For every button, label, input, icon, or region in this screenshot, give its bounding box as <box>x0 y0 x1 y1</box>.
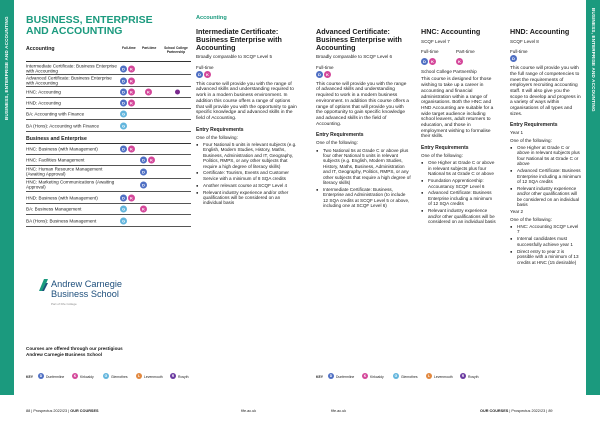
course-modes <box>421 49 497 57</box>
campus-g-icon: G <box>121 111 126 117</box>
campus-g-icon: G <box>104 374 108 378</box>
entry-req-list <box>316 148 411 209</box>
row-campus-marks <box>120 77 191 84</box>
footer-section-right: OUR COURSES <box>480 409 509 413</box>
entry-req-list <box>510 145 582 207</box>
col-full-time: Full-time <box>122 46 136 50</box>
list-item: ● Relevant industry experience and/or other qualifications will be considered on an individual basis <box>421 208 497 224</box>
key-item-label: Dunfermline <box>336 374 355 379</box>
year-2-label: Year 2 <box>510 209 524 215</box>
entry-req-list <box>196 142 298 206</box>
row-label: Advanced Certificate: Business Enterprise with Accounting <box>26 75 112 86</box>
course-scqf: SCQF Level 7 <box>421 38 450 44</box>
table-row <box>26 98 191 109</box>
campus-k-icon: K <box>324 71 331 78</box>
campus-l-icon: L <box>137 374 141 378</box>
footer-url-left[interactable]: fife.ac.uk <box>241 409 257 413</box>
table-heading: Accounting <box>26 46 55 52</box>
footer-prospectus-left: Prospectus 2022/23 <box>33 409 68 413</box>
table-row <box>26 204 191 215</box>
course-title: HNC: Accounting <box>421 27 481 36</box>
key-label: KEY <box>316 374 323 379</box>
row-label: BA: Business Management <box>26 206 82 212</box>
section-label: Accounting <box>196 15 227 21</box>
row-campus-marks <box>120 100 191 107</box>
list-item: ● Advanced Certificate: Business Enterprise including a minimum of 12 SQA credits <box>510 168 582 184</box>
row-campus-marks <box>120 157 191 164</box>
table-header <box>26 44 191 62</box>
col-partnership: School College Partnership <box>164 46 188 54</box>
logo-line1: Andrew Carnegie <box>51 279 122 289</box>
row-label: BA (Hons): Business Management <box>26 217 97 223</box>
logo-line2: Business School <box>51 289 119 299</box>
row-campus-marks <box>120 169 191 176</box>
row-campus-marks <box>120 89 191 96</box>
course-description: This course will provide you with the range of advanced skills and understanding required to work in a modern business environment. In addition this course offers a range of options that will provide you with the opportunity to gain specific knowledge and advanced skills in the field of Accounting. <box>316 81 409 127</box>
list-item: ● Intermediate Certificate: Business, Enterprise and Administration (to include 12 SQA credits at SCQF Level 5 or above, including one at SCQF Level 6) <box>316 187 411 209</box>
school-note: Courses are offered through our prestigious Andrew Carnegie Business School <box>26 346 123 357</box>
list-item: ● Direct entry to year 2 is possible with a minimum of 13 credits at HNC (15 desirable) <box>510 249 582 265</box>
entry-req-title: Entry Requirements <box>510 122 558 129</box>
course-mode: Full-time <box>316 64 334 70</box>
table-row <box>26 192 191 204</box>
footer-sep: | <box>68 409 70 413</box>
campus-d-icon: D <box>120 77 127 84</box>
list-item: ● Two National 5s at Grade C or above plus four other National 5 units in relevant subjects (e.g. English, Modern Studies, History, Maths, Business, Administration and IT, Geography, Politics, RMPS, or any other subjects that require a high degree of literacy skills) <box>316 148 411 186</box>
key-label: KEY <box>26 374 33 379</box>
campus-k-icon: K <box>128 146 135 153</box>
page-number-right: 89 <box>548 409 553 413</box>
key-item-label: Glenrothes <box>111 374 128 379</box>
campus-k-icon: K <box>363 374 367 378</box>
campus-g-icon: G <box>394 374 398 378</box>
key-item-label: Rosyth <box>468 374 479 379</box>
campus-d-icon: D <box>421 58 428 65</box>
table-row <box>26 215 191 227</box>
campus-k-icon: K <box>128 100 135 107</box>
campus-k-icon: K <box>128 65 135 72</box>
row-campus-marks <box>120 217 191 224</box>
course-title: Advanced Certificate: Business Enterprise with Accounting <box>316 27 402 52</box>
list-item: ● Foundation Apprenticeship: Accountancy SCQF Level 6 <box>421 178 497 189</box>
course-mode: Full-time <box>510 49 528 55</box>
campus-d-icon: D <box>329 374 333 378</box>
campus-l-icon: L <box>427 374 431 378</box>
row-label: HNC: Accounting <box>26 89 61 95</box>
campus-g-icon: G <box>121 218 126 223</box>
year-1-label: Year 1 <box>510 130 524 136</box>
list-item: ● Another relevant course at SCQF Level 4 <box>196 183 298 188</box>
campus-k-icon: K <box>204 71 211 78</box>
course-description: This course is designed for those wishing to take up a career in accounting and financial administration within a range of organisations. Both the HNC and HND Accounting are suitable for a wide target audience including school leavers, adult returners to education, and those in employment wishing to formalise their skills. <box>421 77 494 140</box>
course-intermediate <box>196 28 298 207</box>
campus-d-icon: D <box>39 374 43 378</box>
footer-prospectus-right: Prospectus 2022/23 <box>511 409 546 413</box>
page-title: BUSINESS, ENTERPRISE AND ACCOUNTING <box>26 14 153 37</box>
logo-wing-icon <box>38 278 49 292</box>
table-row <box>26 75 191 87</box>
course-title: Intermediate Certificate: Business Enterprise with Accounting <box>196 27 282 52</box>
col-part-time: Part-time <box>142 46 157 50</box>
key-item-label: Kirkcaldy <box>80 374 94 379</box>
right-sidebar <box>586 0 600 395</box>
row-campus-marks <box>120 206 191 213</box>
course-partnership: School College Partnership <box>421 69 477 75</box>
campus-d-icon: D <box>140 182 147 189</box>
course-title: HND: Accounting <box>510 27 570 36</box>
list-item: ● One Higher at Grade C or above in relevant subjects plus four National 5s at Grade C or above <box>510 145 582 167</box>
campus-key-right <box>316 373 486 381</box>
course-description: This course will provide you with the full range of competencies to meet the requirements of employers recruiting accounting staff. It will also give you the scope to develop and progress in a variety of ways within organisations of all types and sizes. <box>510 66 581 117</box>
key-item-label: Glenrothes <box>401 374 418 379</box>
table-row <box>26 109 191 120</box>
row-campus-marks <box>120 182 191 189</box>
campus-k-icon: K <box>140 206 147 213</box>
campus-d-icon: D <box>120 89 127 96</box>
footer-url-right[interactable]: fife.ac.uk <box>331 409 347 413</box>
row-label: HNC: Business (with Management) <box>26 146 98 152</box>
course-scqf: SCQF Level 8 <box>510 38 539 44</box>
row-label: HND: Accounting <box>26 100 61 106</box>
row-label: HNC: Human Resource Management (Awaiting Approval) <box>26 166 103 177</box>
row-label: HNC: Facilities Management <box>26 157 85 163</box>
table-row <box>26 120 191 132</box>
entry-req-intro: One of the following: <box>510 137 552 143</box>
course-campuses <box>316 71 411 79</box>
footer-section-left: OUR COURSES <box>70 409 99 413</box>
row-campus-marks <box>120 146 191 153</box>
table-row <box>26 155 191 166</box>
table-row <box>26 87 191 98</box>
campus-k-icon: K <box>73 374 77 378</box>
list-item: ● Certificate: Tourism, Events and Customer Service with a minimum of 8 SQA credits <box>196 170 298 181</box>
campus-d-icon: D <box>120 100 127 107</box>
footer-sep: | <box>546 409 548 413</box>
campus-d-icon: D <box>316 71 323 78</box>
campus-k-icon: K <box>128 89 135 96</box>
entry-req-intro: One of the following: <box>196 134 238 140</box>
row-label: Intermediate Certificate: Business Enterprise with Accounting <box>26 63 117 74</box>
row-label: HND: Business (with Management) <box>26 194 98 200</box>
campus-d-icon: D <box>120 194 127 201</box>
campus-k-icon: K <box>456 58 463 65</box>
entry-req-list-2 <box>510 224 582 265</box>
course-description: This course will provide you with the range of advanced skills and understanding required to work in a modern business environment. In addition this course offers a range of options that will provide you with the opportunity to gain specific knowledge and advanced skills in the field of Accounting. <box>196 81 297 121</box>
row-campus-marks <box>120 111 191 118</box>
campus-k-icon: K <box>429 58 436 65</box>
footer-left <box>26 409 99 413</box>
row-campus-marks <box>120 65 191 72</box>
list-item: ● Advanced Certificate: Business Enterprise including a minimum of 12 SQA credits <box>421 190 497 206</box>
footer-right <box>480 409 553 413</box>
entry-req-title: Entry Requirements <box>316 132 364 139</box>
campus-key-left <box>26 373 196 381</box>
campus-k-icon: K <box>148 157 155 164</box>
key-item-label: Levenmouth <box>144 374 163 379</box>
campus-r-icon: R <box>461 374 465 378</box>
key-item-label: Levenmouth <box>434 374 453 379</box>
campus-d-icon: D <box>510 55 517 62</box>
list-item: ● Relevant industry experience and/or other qualifications will be considered on an individual basis <box>510 186 582 208</box>
footer-sep: | <box>31 409 33 413</box>
table-row <box>26 179 191 192</box>
campus-d-icon: D <box>196 71 203 78</box>
table-row <box>26 166 191 179</box>
row-campus-marks <box>120 122 191 129</box>
course-scqf: Broadly comparable to SCQF Level 6 <box>316 54 393 60</box>
row-label: BA (Hons): Accounting with Finance <box>26 122 100 128</box>
course-scqf: Broadly comparable to SCQF Level 5 <box>196 54 273 60</box>
partnership-icon <box>175 90 180 95</box>
campus-d-icon: D <box>120 146 127 153</box>
course-advanced <box>316 28 411 210</box>
key-item-label: Kirkcaldy <box>370 374 384 379</box>
row-campus-marks <box>120 194 191 201</box>
course-campuses <box>421 58 497 66</box>
key-item-label: Dunfermline <box>46 374 65 379</box>
list-item: ● Relevant industry experience and/or other qualifications will be considered on an individual basis <box>196 190 298 206</box>
entry-req-intro: One of the following: <box>316 140 358 146</box>
campus-k-icon: K <box>128 77 135 84</box>
row-label: HNC: Marketing Communications (Awaiting Approval) <box>26 179 115 190</box>
logo-subtitle: Part of Fife College <box>51 302 77 306</box>
entry-req-title: Entry Requirements <box>196 126 244 133</box>
course-mode: Full-time <box>196 64 214 70</box>
list-item: ● Four National 5 units in relevant subjects (e.g. English, Modern Studies, History, Maths, Business, Administration and IT, Geography, Politics, RMPS, or any other subjects that require a high degree of literacy skills) <box>196 142 298 169</box>
course-mode-part: Part-time <box>456 49 475 55</box>
campus-g-icon: G <box>121 123 126 128</box>
entry-req-intro-2: One of the following: <box>510 216 552 222</box>
course-campuses <box>196 71 298 79</box>
footer-sep: | <box>509 409 511 413</box>
entry-req-intro: One of the following: <box>421 153 463 159</box>
course-campuses <box>510 55 582 63</box>
campus-d-icon: D <box>140 169 147 176</box>
campus-k-icon: K <box>145 89 152 96</box>
left-sidebar <box>0 0 14 395</box>
key-item-label: Rosyth <box>178 374 189 379</box>
sidebar-left-text: BUSINESS, ENTERPRISE AND ACCOUNTING <box>4 16 9 120</box>
course-hnd <box>510 28 582 266</box>
campus-d-icon: D <box>120 65 127 72</box>
logo-text <box>51 279 122 299</box>
campus-k-icon: K <box>128 194 135 201</box>
entry-req-title: Entry Requirements <box>421 145 469 152</box>
page-number-left: 88 <box>26 409 31 413</box>
entry-req-list <box>421 160 497 224</box>
list-item: ● HNC: Accounting SCQF Level 7 <box>510 224 582 235</box>
table-row <box>26 63 191 75</box>
section-business-heading: Business and Enterprise <box>26 136 87 142</box>
sidebar-right-text: BUSINESS, ENTERPRISE AND ACCOUNTING <box>591 8 596 112</box>
campus-r-icon: R <box>171 374 175 378</box>
campus-d-icon: D <box>140 157 147 164</box>
list-item: ● Internal candidates must successfully achieve year 1 <box>510 236 582 247</box>
course-hnc <box>421 28 497 226</box>
campus-g-icon: G <box>121 206 126 212</box>
course-mode: Full-time <box>421 49 439 55</box>
list-item: ● One Higher at Grade C or above in relevant subjects plus four National 5s at Grade C or above <box>421 160 497 176</box>
table-row <box>26 143 191 155</box>
row-label: BA: Accounting with Finance <box>26 111 85 117</box>
